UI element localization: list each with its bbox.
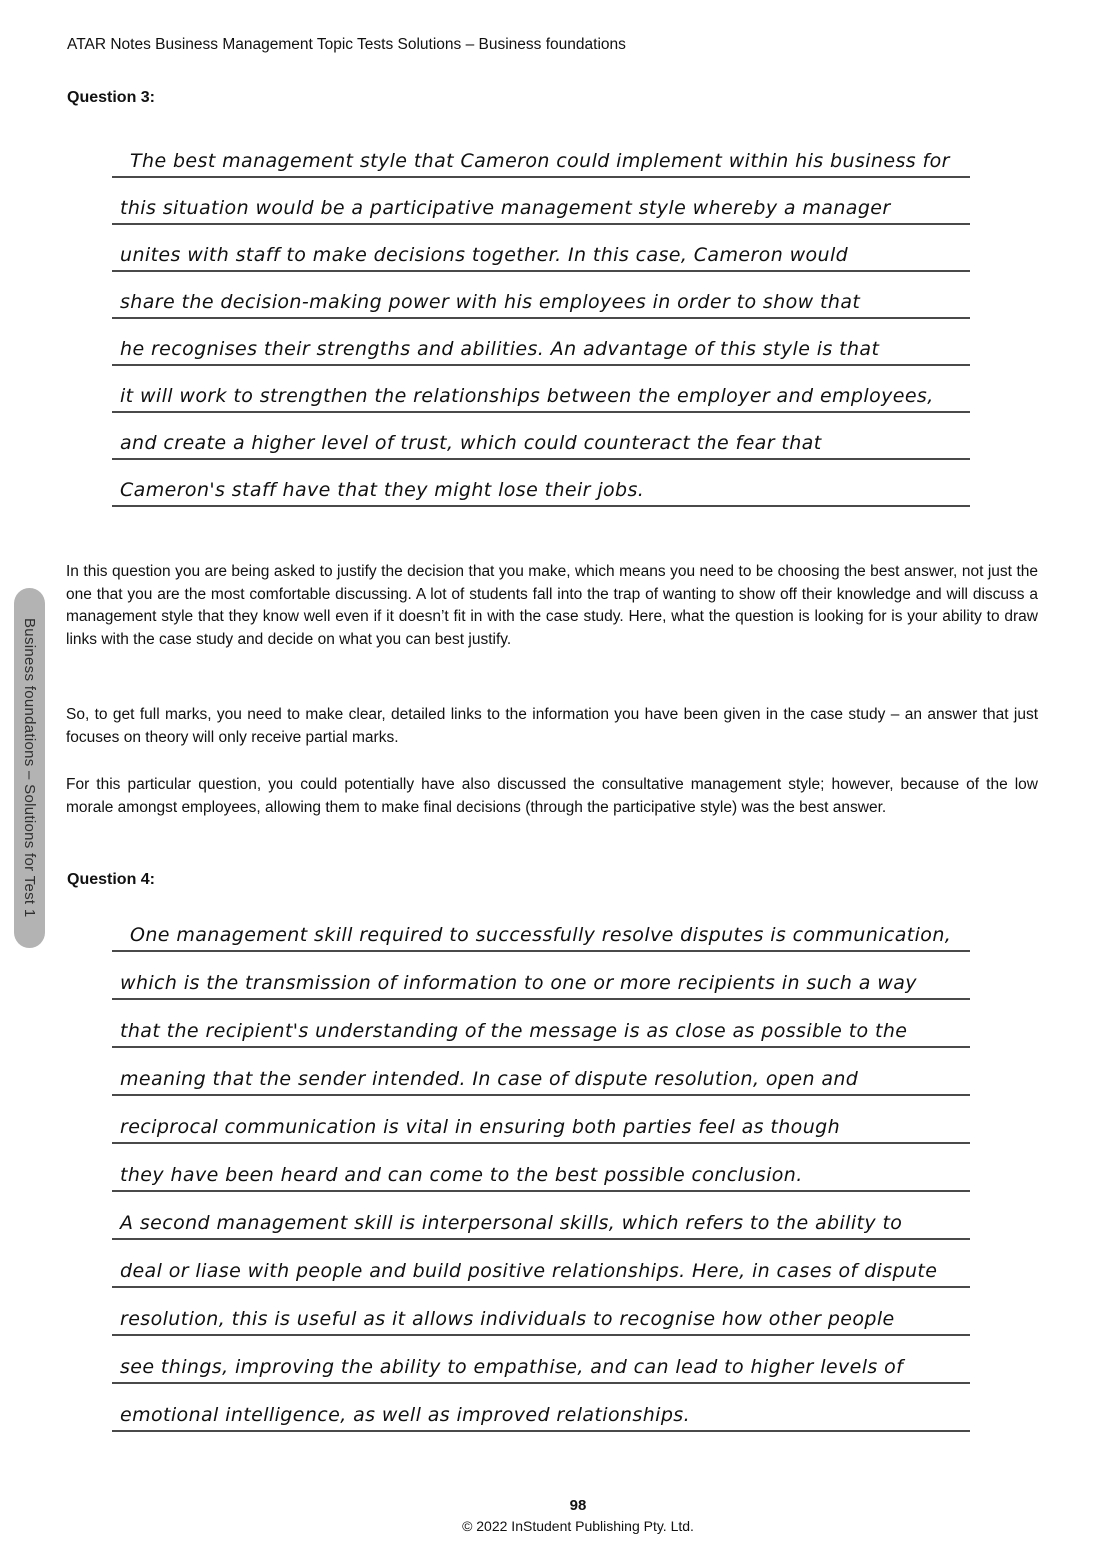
handwritten-line (112, 366, 970, 413)
question4-heading: Question 4: (67, 871, 156, 888)
sidebar-tab-label: Business foundations – Solutions for Test 1 (21, 618, 38, 918)
handwritten-line (112, 1288, 970, 1336)
handwritten-text: One management skill required to successfully resolve disputes is communication, (130, 924, 952, 946)
handwritten-text: see things, improving the ability to empathise, and can lead to higher levels of (120, 1356, 904, 1378)
handwritten-text: meaning that the sender intended. In case of dispute resolution, open and (120, 1068, 859, 1090)
handwritten-text: unites with staff to make decisions together. In this case, Cameron would (120, 244, 849, 266)
commentary-paragraph: So, to get full marks, you need to make clear, detailed links to the information you have been given in the case study – an answer that just focuses on theory will only receive partial marks. (66, 706, 1038, 746)
handwritten-line (112, 1000, 970, 1048)
handwritten-line (112, 1192, 970, 1240)
handwritten-text: deal or liase with people and build positive relationships. Here, in cases of dispute (120, 1260, 938, 1282)
handwritten-text: he recognises their strengths and abilities. An advantage of this style is that (120, 338, 880, 360)
page-header-title: ATAR Notes Business Management Topic Tests Solutions – Business foundations (67, 36, 626, 53)
handwritten-line (112, 1096, 970, 1144)
handwritten-text: A second management skill is interpersonal skills, which refers to the ability to (120, 1212, 903, 1234)
handwritten-line (112, 225, 970, 272)
handwritten-line (112, 1048, 970, 1096)
question3-answer-block (112, 131, 970, 507)
handwritten-text: reciprocal communication is vital in ensuring both parties feel as though (120, 1116, 841, 1138)
handwritten-text: this situation would be a participative management style whereby a manager (120, 197, 891, 219)
commentary-paragraph: In this question you are being asked to justify the decision that you make, which means you need to be choosing the best answer, not just the one that you are the most comfortable discussing. A lot of students fall into the trap of wanting to show off their knowledge and will discuss a management style that they know well even if it doesn’t fit in with the case study. Here, what the question is looking for is your ability to draw links with the case study and decide on what you can best justify. (66, 563, 1038, 648)
handwritten-line (112, 460, 970, 507)
handwritten-line (112, 1384, 970, 1432)
handwritten-line (112, 131, 970, 178)
handwritten-text: resolution, this is useful as it allows individuals to recognise how other people (120, 1308, 895, 1330)
commentary-paragraph: For this particular question, you could potentially have also discussed the consultative management style; however, because of the low morale amongst employees, allowing them to make final decisions (through the participative style) was the best answer. (66, 776, 1038, 816)
page-footer (56, 1497, 1100, 1534)
handwritten-line (112, 1144, 970, 1192)
handwritten-line (112, 272, 970, 319)
handwritten-text: emotional intelligence, as well as improved relationships. (120, 1404, 691, 1426)
question3-heading: Question 3: (67, 89, 156, 106)
handwritten-line (112, 952, 970, 1000)
question4-answer-block (112, 904, 970, 1432)
handwritten-line (112, 319, 970, 366)
handwritten-text: share the decision-making power with his employees in order to show that (120, 291, 861, 313)
copyright-text: © 2022 InStudent Publishing Pty. Ltd. (462, 1518, 694, 1534)
handwritten-text: Cameron's staff have that they might lose their jobs. (120, 479, 645, 501)
chapter-sidebar-tab (14, 588, 45, 948)
handwritten-text: and create a higher level of trust, which could counteract the fear that (120, 432, 822, 454)
handwritten-line (112, 1240, 970, 1288)
handwritten-text: that the recipient's understanding of the message is as close as possible to the (120, 1020, 908, 1042)
handwritten-text: which is the transmission of information to one or more recipients in such a way (120, 972, 917, 994)
handwritten-line (112, 1336, 970, 1384)
handwritten-line (112, 178, 970, 225)
handwritten-line (112, 904, 970, 952)
handwritten-text: The best management style that Cameron could implement within his business for (130, 150, 950, 172)
handwritten-text: it will work to strengthen the relationships between the employer and employees, (120, 385, 934, 407)
handwritten-line (112, 413, 970, 460)
page-number: 98 (569, 1497, 587, 1514)
handwritten-text: they have been heard and can come to the best possible conclusion. (120, 1164, 803, 1186)
